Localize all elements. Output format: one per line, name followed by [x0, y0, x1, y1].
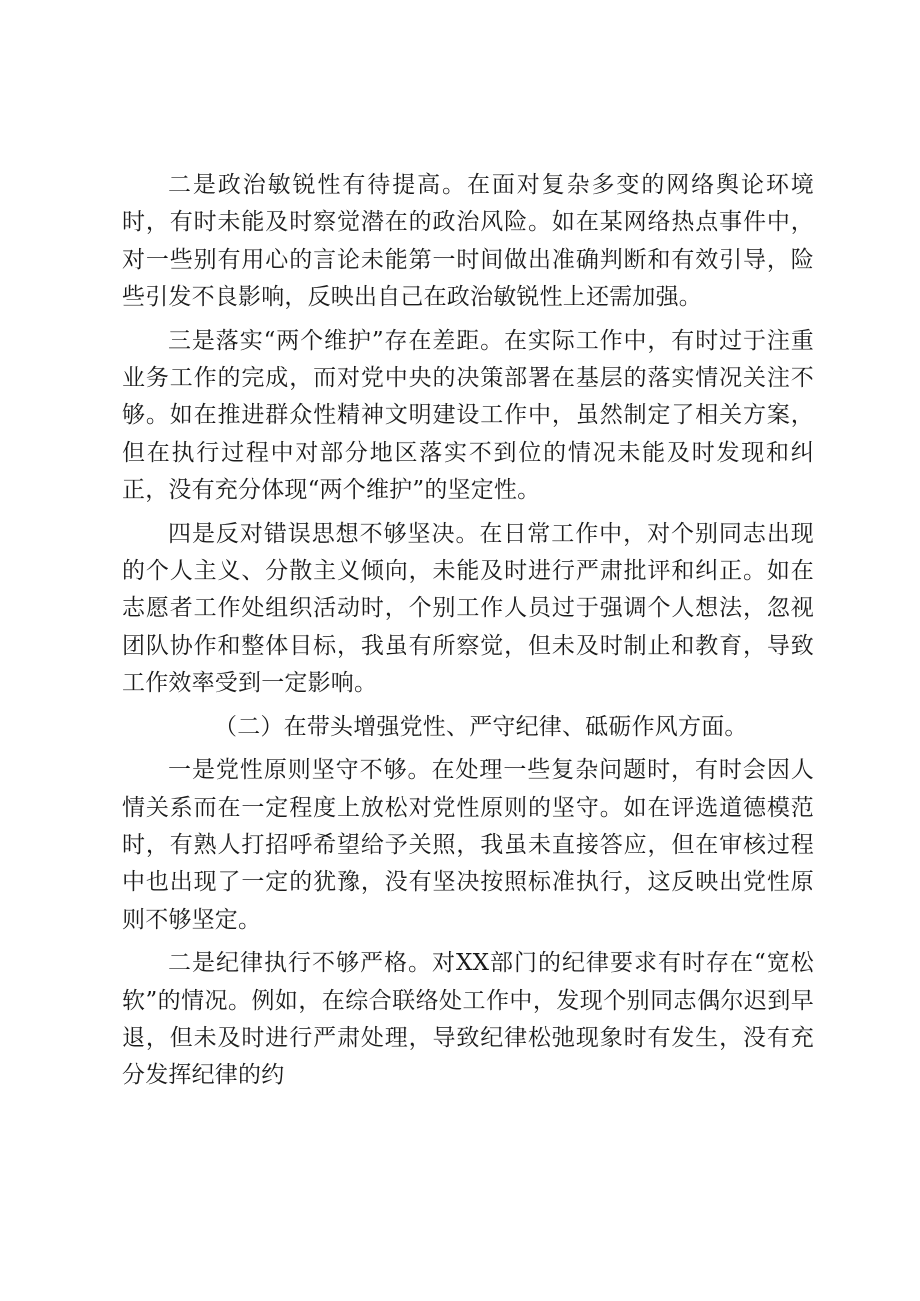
paragraph-opposing-wrong-ideas: 四是反对错误思想不够坚决。在日常工作中，对个别同志出现的个人主义、分散主义倾向，未能及时进行严肃批评和纠正。如在志愿者工作处组织活动时，个别工作人员过于强调个人想法，忽视团队协作和整体目标，我虽有所察觉，但未及时制止和教育，导致工作效率受到一定影响。: [122, 520, 814, 697]
paragraph-party-principles: 一是党性原则坚守不够。在处理一些复杂问题时，有时会因人情关系而在一定程度上放松对党性原则的坚守。如在评选道德模范时，有熟人打招呼希望给予关照，我虽未直接答应，但在审核过程中也出现了一定的犹豫，没有坚决按照标准执行，这反映出党性原则不够坚定。: [122, 757, 814, 933]
section-heading: （二）在带头增强党性、严守纪律、砥砺作风方面。: [214, 713, 748, 740]
paragraph-political-sensitivity: 二是政治敏锐性有待提高。在面对复杂多变的网络舆论环境时，有时未能及时察觉潜在的政治风险。如在某网络热点事件中，对一些别有用心的言论未能第一时间做出准确判断和有效引导，险些引发不良影响，反映出自己在政治敏锐性上还需加强。: [122, 172, 814, 311]
document-body: [122, 167, 814, 1095]
paragraph-two-safeguards: 三是落实“两个维护”存在差距。在实际工作中，有时过于注重业务工作的完成，而对党中央的决策部署在基层的落实情况关注不够。如在推进群众性精神文明建设工作中，虽然制定了相关方案，但在执行过程中对部分地区落实不到位的情况未能及时发现和纠正，没有充分体现“两个维护”的坚定性。: [122, 327, 814, 504]
paragraph-discipline-enforcement: 二是纪律执行不够严格。对XX部门的纪律要求有时存在“宽松软”的情况。例如，在综合联络处工作中，发现个别同志偶尔迟到早退，但未及时进行严肃处理，导致纪律松弛现象时有发生，没有充分发挥纪律的约: [122, 950, 814, 1089]
